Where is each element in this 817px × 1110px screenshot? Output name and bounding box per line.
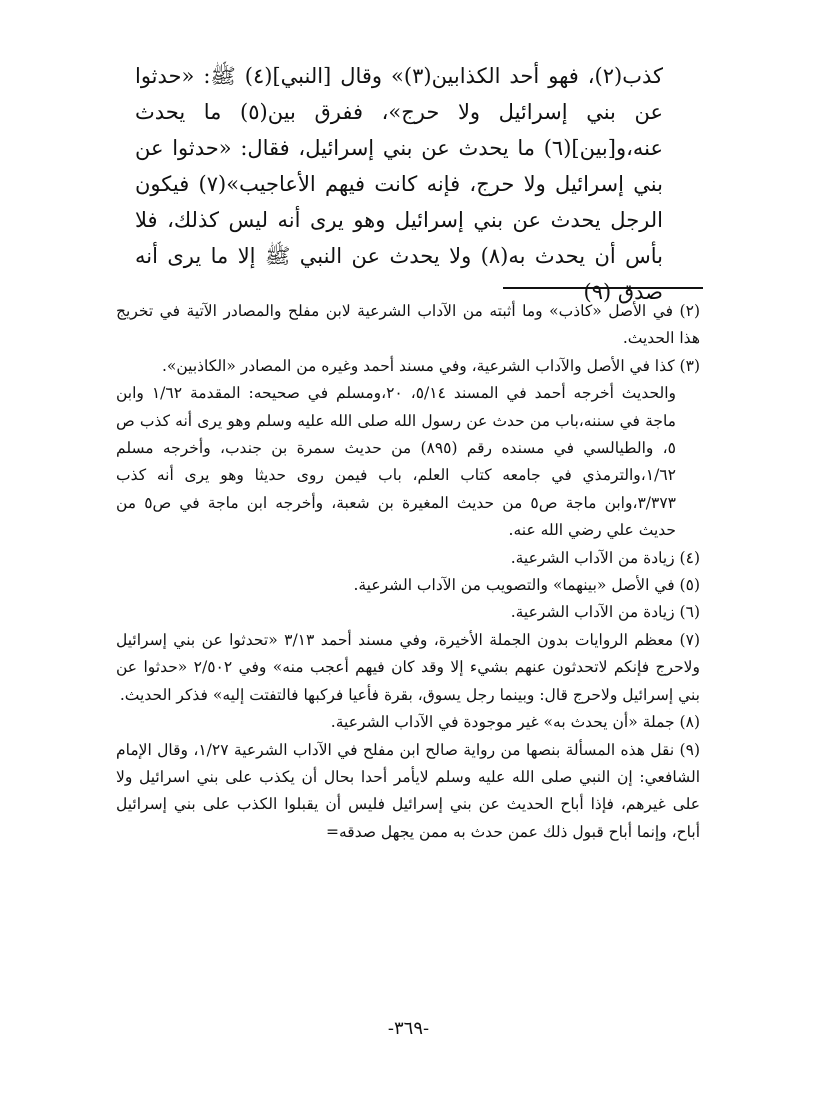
- footnote-8: (٨) جملة «أن يحدث به» غير موجودة في الآداب الشرعية.: [330, 713, 700, 732]
- footnote-3-continuation: والحديث أخرجه أحمد في المسند ٥/١٤، ٢٠،ومسلم في صحيحه: المقدمة ١/٦٢ وابن ماجة في سننه،باب من حدث عن رسول الله صلى الله عليه وسلم وهو يرى أنه كذب ص ٥، والطيالسي في مسنده رقم (٨٩٥) من حديث سمرة بن جندب، وأخرجه مسلم ١/٦٢،والترمذي في جامعه كتاب العلم، باب فيمن روى حديثا وهو يرى أنه كذب ٣/٣٧٣،وابن ماجة ص٥ من حديث المغيرة بن شعبة، وأخرجه ابن ماجة في ص٥ من حديث علي رضي الله عنه.: [116, 384, 677, 540]
- footnotes-section: [116, 298, 700, 846]
- main-text-block: [135, 58, 663, 310]
- footnote-separator: [503, 287, 703, 289]
- footnote-9: (٩) نقل هذه المسألة بنصها من رواية صالح ابن مفلح في الآداب الشرعية ١/٢٧، وقال الإمام الشافعي: إن النبي صلى الله عليه وسلم لايأمر أحدا بحال أن يكذب على بني اسرائيل ولا على غيرهم، فإذا أباح الحديث عن بني إسرائيل فليس أن يقبلوا الكذب على بني إسرائيل أباح، وإنما أباح قبول ذلك عمن حدث به ممن يجهل صدقه=: [116, 740, 700, 841]
- footnote-6: (٦) زيادة من الآداب الشرعية.: [510, 603, 700, 622]
- footnote-3: (٣) كذا في الأصل والآداب الشرعية، وفي مسند أحمد وغيره من المصادر «الكاذبين».: [161, 356, 700, 375]
- footnote-4: (٤) زيادة من الآداب الشرعية.: [510, 548, 700, 567]
- main-paragraph: كذب(٢)، فهو أحد الكذابين(٣)» وقال [النبي](٤) ﷺ: «حدثوا عن بني إسرائيل ولا حرج»، ففرق بين(٥) ما يحدث عنه،و[بين](٦) ما يحدث عن بني إسرائيل، فقال: «حدثوا عن بني إسرائيل ولا حرج، فإنه كانت فيهم الأعاجيب»(٧) فيكون الرجل يحدث عن بني إسرائيل وهو يرى أنه ليس كذلك، فلا بأس أن يحدث به(٨) ولا يحدث عن النبي ﷺ إلا ما يرى أنه صدق (٩): [135, 64, 664, 304]
- footnote-5: (٥) في الأصل «بينهما» والتصويب من الآداب الشرعية.: [353, 576, 700, 595]
- footnote-2: (٢) في الأصل «كاذب» وما أثبته من الآداب الشرعية لابن مفلح والمصادر الآتية في تخريج هذا الحديث.: [116, 302, 700, 348]
- footnote-7: (٧) معظم الروايات بدون الجملة الأخيرة، وفي مسند أحمد ٣/١٣ «تحدثوا عن بني إسرائيل ولاحرج فإنكم لاتحدثون عنهم بشيء إلا وقد كان فيهم أعجب منه» وفي ٢/٥٠٢ «حدثوا عن بني إسرائيل ولاحرج قال: وبينما رجل يسوق، بقرة فأعيا فركبها فالتفتت إليه» فذكر الحديث.: [116, 630, 700, 704]
- page-number: -٣٦٩-: [387, 1018, 430, 1039]
